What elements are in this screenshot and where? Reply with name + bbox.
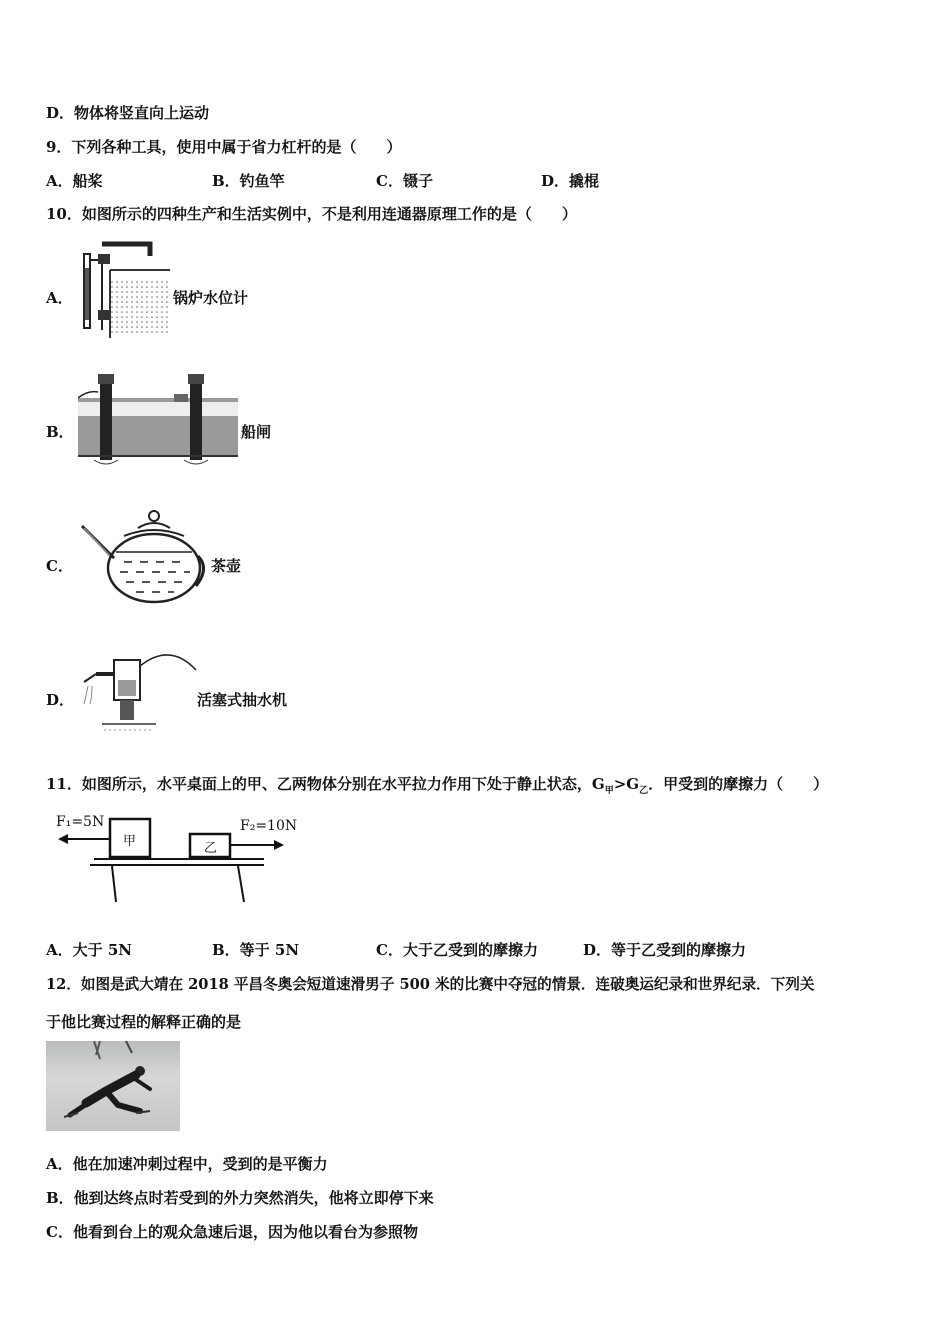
teapot-figure xyxy=(80,506,210,606)
speed-skater-photo xyxy=(46,1041,180,1131)
q9-option-b[interactable]: B．钓鱼竿 xyxy=(212,172,285,190)
q11-sub-yi: 乙 xyxy=(639,786,649,796)
q9-option-a[interactable]: A．船桨 xyxy=(46,172,103,190)
q11-f2-label: F₂=10N xyxy=(240,818,298,834)
q12-option-c[interactable]: C．他看到台上的观众急速后退，因为他以看台为参照物 xyxy=(46,1223,418,1241)
q10-option-a-caption: 锅炉水位计 xyxy=(173,289,249,307)
q10-option-b-letter[interactable]: B． xyxy=(46,423,74,441)
ship-lock-figure xyxy=(78,372,238,466)
q10-option-b-caption: 船闸 xyxy=(241,423,272,441)
q11-stem-prefix: 11．如图所示，水平桌面上的甲、乙两物体分别在水平拉力作用下处于静止状态，G xyxy=(46,775,605,793)
q9-option-c[interactable]: C．镊子 xyxy=(376,172,433,190)
q11-option-d[interactable]: D．等于乙受到的摩擦力 xyxy=(583,941,747,959)
q11-stem xyxy=(46,773,828,796)
q11-block-yi: 乙 xyxy=(204,841,218,856)
q10-option-c-letter[interactable]: C． xyxy=(46,557,73,575)
q11-stem-suffix: ．甲受到的摩擦力（ ） xyxy=(648,775,829,793)
q11-f1-label: F₁=5N xyxy=(56,814,105,830)
q12-option-a[interactable]: A．他在加速冲刺过程中，受到的是平衡力 xyxy=(46,1155,328,1173)
q9-stem: 9．下列各种工具，使用中属于省力杠杆的是（ ） xyxy=(46,138,402,156)
q10-option-c-caption: 茶壶 xyxy=(211,557,242,575)
q8-option-d: D．物体将竖直向上运动 xyxy=(46,104,210,122)
q12-stem-line1: 12．如图是武大靖在 2018 平昌冬奥会短道速滑男子 500 米的比赛中夺冠的情景．连破奥运纪录和世界纪录．下列关 xyxy=(46,976,815,993)
q11-block-jia: 甲 xyxy=(123,834,137,849)
q11-stem-mid: >G xyxy=(613,775,640,793)
q11-option-a[interactable]: A．大于 5N xyxy=(46,941,133,959)
q11-option-c[interactable]: C．大于乙受到的摩擦力 xyxy=(376,941,538,959)
q11-option-b[interactable]: B．等于 5N xyxy=(212,941,300,959)
q11-friction-figure xyxy=(54,810,304,910)
q9-option-d[interactable]: D．撬棍 xyxy=(541,172,600,190)
q11-sub-jia: 甲 xyxy=(604,786,614,796)
q12-stem-line2: 于他比赛过程的解释正确的是 xyxy=(46,1013,242,1031)
boiler-gauge-figure xyxy=(80,240,172,338)
q10-option-d-caption: 活塞式抽水机 xyxy=(197,691,288,709)
q10-stem: 10．如图所示的四种生产和生活实例中，不是利用连通器原理工作的是（ ） xyxy=(46,205,577,223)
q10-option-d-letter[interactable]: D． xyxy=(46,691,75,709)
q10-option-a-letter[interactable]: A． xyxy=(46,289,73,307)
piston-pump-figure xyxy=(80,640,198,736)
q12-option-b[interactable]: B．他到达终点时若受到的外力突然消失，他将立即停下来 xyxy=(46,1189,434,1207)
